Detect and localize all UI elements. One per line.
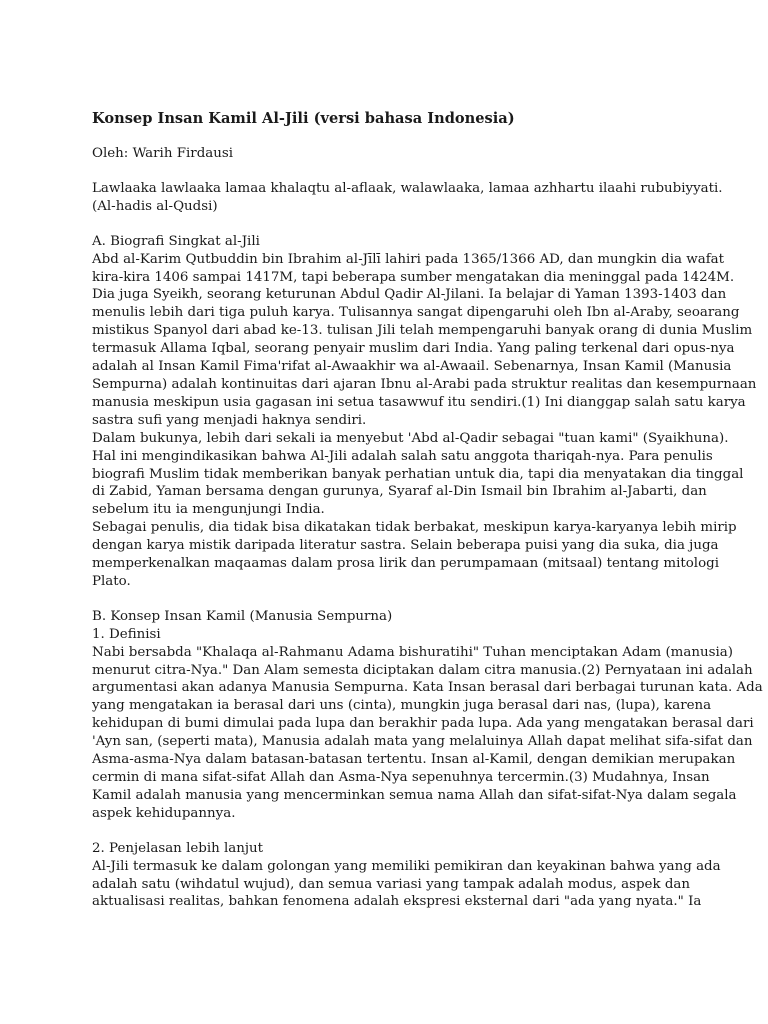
text-line: Plato. (92, 573, 131, 589)
text-line: cermin di mana sifat-sifat Allah dan Asma-Nya sepenuhnya tercermin.(3) Mudahnya, Insan (92, 770, 710, 785)
text-line: argumentasi akan adanya Manusia Sempurna. Kata Insan berasal dari berbagai turunan kata. Ada (92, 680, 763, 696)
text-line: 1. Definisi (92, 626, 161, 642)
text-line: 'Ayn san, (seperti mata), Manusia adalah mata yang melaluinya Allah dapat melihat sifa-sifat dan (92, 734, 753, 750)
text-line: dengan karya mistik daripada literatur sastra. Selain beberapa puisi yang dia suka, dia juga (92, 538, 719, 554)
text-line: menurut citra-Nya." Dan Alam semesta diciptakan dalam citra manusia.(2) Pernyataan ini adalah (92, 662, 753, 678)
text-line: biografi Muslim tidak memberikan banyak perhatian untuk dia, tapi dia menyatakan dia tinggal (92, 466, 744, 482)
text-line: Nabi bersabda "Khalaqa al-Rahmanu Adama bishuratihi" Tuhan menciptakan Adam (manusia) (92, 644, 733, 660)
paragraph-section-b2 (92, 840, 732, 912)
text-line: Sempurna) adalah kontinuitas dari ajaran Ibnu al-Arabi pada struktur realitas dan kesempurnaan (92, 376, 757, 392)
paragraph-author (92, 145, 732, 163)
document-body (92, 145, 763, 911)
text-line: sebelum itu ia mengunjungi India. (92, 502, 325, 518)
text-line: aktualisasi realitas, bahkan fenomena adalah ekspresi eksternal dari "ada yang nyata." Ia (92, 894, 702, 910)
paragraph-section-b (92, 608, 763, 823)
text-line: yang mengatakan ia berasal dari uns (cinta), mungkin juga berasal dari nas, (lupa), karena (92, 698, 712, 714)
text-line: Sebagai penulis, dia tidak bisa dikatakan tidak berbakat, meskipun karya-karyanya lebih mirip (92, 520, 737, 536)
text-line: di Zabid, Yaman bersama dengan gurunya, Syaraf al-Din Ismail bin Ibrahim al-Jabarti, dan (92, 484, 707, 500)
text-line: termasuk Allama Iqbal, seorang penyair muslim dari India. Yang paling terkenal dari opus-nya (92, 341, 735, 357)
text-line: Lawlaaka lawlaaka lamaa khalaqtu al-aflaak, walawlaaka, lamaa azhhartu ilaahi rububiyyati. (92, 180, 723, 196)
text-line: adalah al Insan Kamil Fima'rifat al-Awaakhir wa al-Awaail. Sebenarnya, Insan Kamil (Manusia (92, 359, 732, 375)
text-line: memperkenalkan maqaamas dalam prosa lirik dan perumpamaan (mitsaal) tentang mitologi (92, 556, 720, 572)
text-line: Oleh: Warih Firdausi (92, 146, 234, 161)
text-line: Dalam bukunya, lebih dari sekali ia menyebut 'Abd al-Qadir sebagai "tuan kami" (Syaikhuna). (92, 430, 729, 446)
text-line: mistikus Spanyol dari abad ke-13. tulisan Jili telah mempengaruhi banyak orang di dunia Muslim (92, 323, 753, 339)
text-line: B. Konsep Insan Kamil (Manusia Sempurna) (92, 608, 393, 624)
text-line: kehidupan di bumi dimulai pada lupa dan berakhir pada lupa. Ada yang mengatakan berasal dari (92, 716, 754, 732)
text-line: Dia juga Syeikh, seorang keturunan Abdul Qadir Al-Jilani. Ia belajar di Yaman 1393-1403 dan (92, 287, 727, 303)
text-line: kira-kira 1406 sampai 1417M, tapi beberapa sumber mengatakan dia meninggal pada 1424M. (92, 269, 735, 285)
text-line: adalah satu (wihdatul wujud), dan semua variasi yang tampak adalah modus, aspek dan (92, 876, 691, 892)
text-line: Hal ini mengindikasikan bahwa Al-Jili adalah salah satu anggota thariqah-nya. Para penulis (92, 448, 713, 464)
document-title: Konsep Insan Kamil Al-Jili (versi bahasa Indonesia) (92, 110, 515, 127)
text-line: A. Biografi Singkat al-Jili (92, 233, 260, 249)
text-line: manusia meskipun usia gagasan ini setua tasawwuf itu sendiri.(1) Ini dianggap salah satu karya (92, 394, 746, 410)
paragraph-hadith (92, 180, 732, 216)
text-line: Kamil adalah manusia yang mencerminkan semua nama Allah dan sifat-sifat-Nya dalam segala (92, 787, 737, 803)
text-line: aspek kehidupannya. (92, 805, 236, 821)
text-line: menulis lebih dari tiga puluh karya. Tulisannya sangat dipengaruhi oleh Ibn al-Araby, seoarang (92, 305, 740, 321)
text-line: 2. Penjelasan lebih lanjut (92, 840, 264, 856)
document-page (92, 110, 763, 911)
text-line: Asma-asma-Nya dalam batasan-batasan tertentu. Insan al-Kamil, dengan demikian merupakan (92, 752, 736, 768)
text-line: sastra sufi yang menjadi haknya sendiri. (92, 412, 367, 428)
paragraph-section-a (92, 233, 757, 591)
text-line: Al-Jili termasuk ke dalam golongan yang memiliki pemikiran dan keyakinan bahwa yang ada (92, 858, 721, 874)
text-line: Abd al-Karim Qutbuddin bin Ibrahim al-Jīlī lahiri pada 1365/1366 AD, dan mungkin dia wafat (92, 251, 725, 267)
text-line: (Al-hadis al-Qudsi) (92, 198, 218, 214)
